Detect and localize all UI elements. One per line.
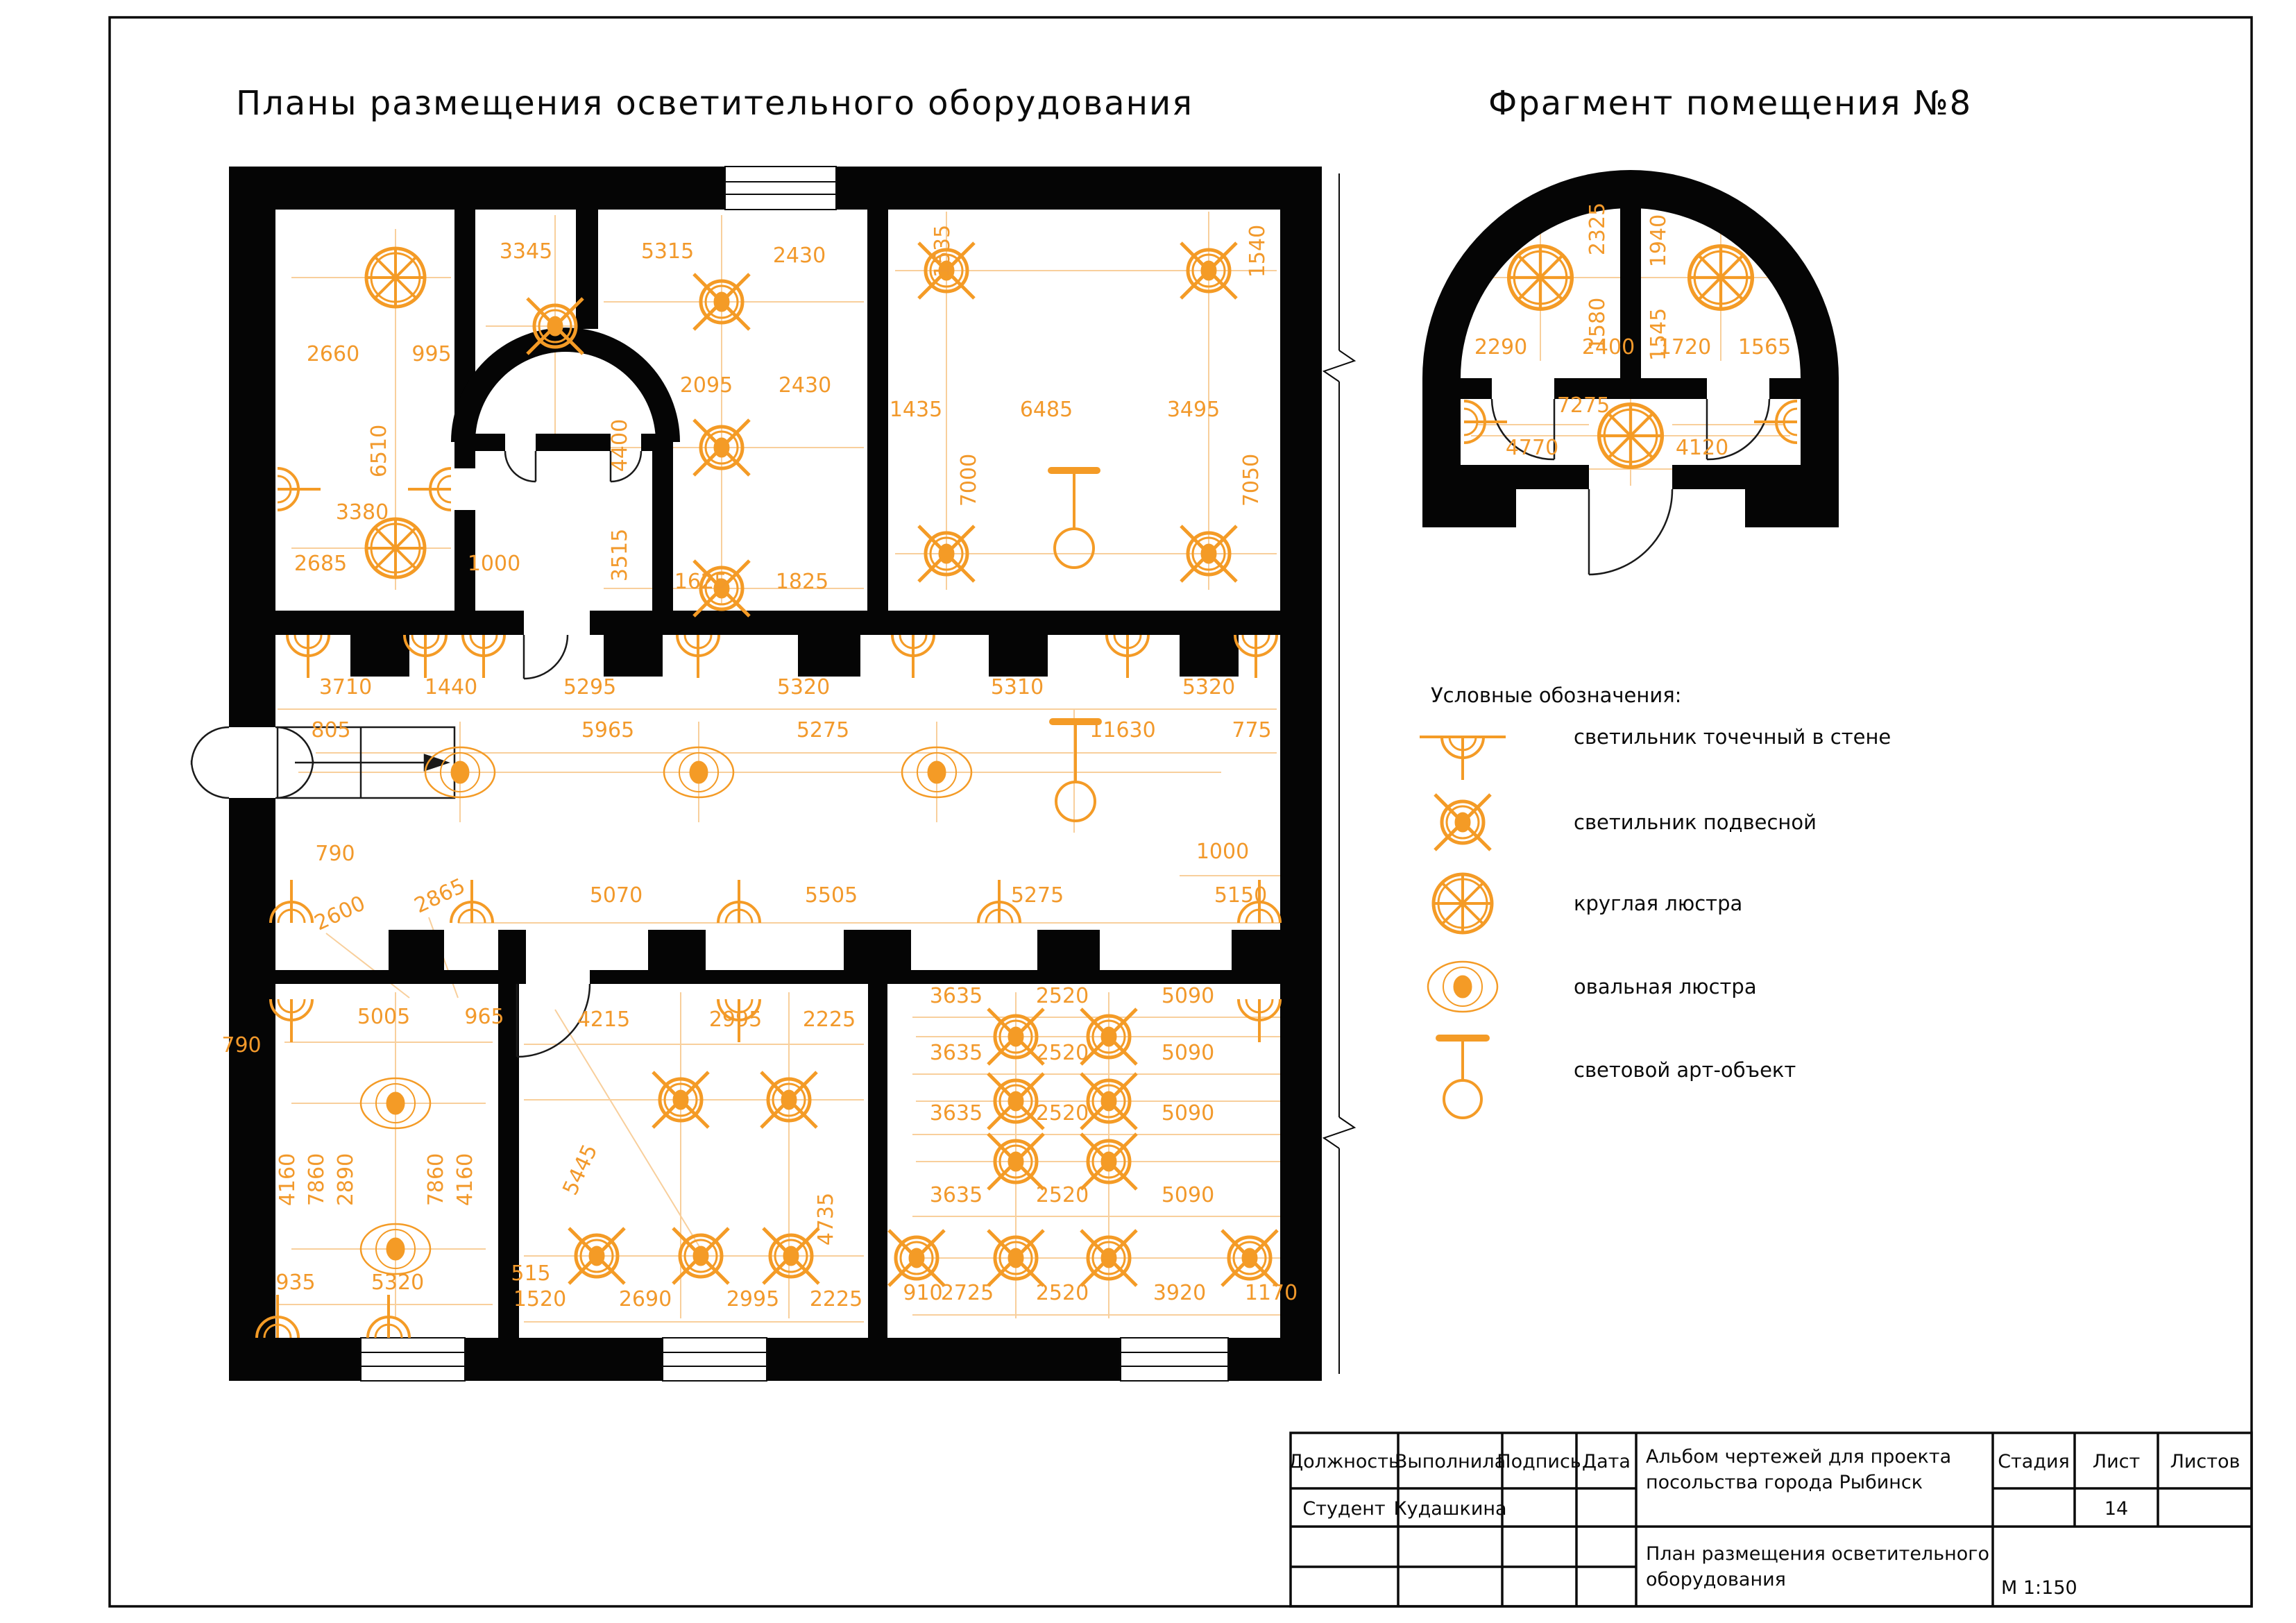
legend-label: светильник подвесной xyxy=(1574,810,1817,834)
dim-label: 790 xyxy=(221,1033,262,1057)
legend-heading: Условные обозначения: xyxy=(1431,683,1682,707)
dim-label: 5310 xyxy=(990,675,1044,699)
page-title: Планы размещения осветительного оборудования xyxy=(236,84,1194,123)
wall-point-light-icon xyxy=(1239,999,1280,1042)
dim-label: 7275 xyxy=(1556,393,1610,418)
dim-label: 3635 xyxy=(929,1101,983,1125)
pendant-light-icon xyxy=(694,420,749,475)
dim-label: 5295 xyxy=(563,675,617,699)
pendant-light-icon xyxy=(988,1230,1044,1286)
dim-label: 1435 xyxy=(889,398,943,422)
dim-label: 935 xyxy=(275,1271,316,1295)
wall-break-lines xyxy=(1324,173,1354,1374)
dim-label: 1520 xyxy=(513,1287,567,1311)
dim-label: 2725 xyxy=(940,1281,994,1305)
wall-point-light-icon xyxy=(892,635,934,678)
dim-label: 1625 xyxy=(674,570,728,594)
dim-label: 3635 xyxy=(929,1041,983,1065)
dim-label: 2995 xyxy=(708,1008,763,1032)
wall-point-light-icon xyxy=(271,999,312,1042)
dim-label: 2685 xyxy=(294,552,348,576)
dim-label: 4735 xyxy=(814,1192,838,1246)
dim-label: 4160 xyxy=(453,1153,477,1207)
dim-label: 2660 xyxy=(306,342,360,366)
dim-label: 2325 xyxy=(1585,202,1610,256)
tb-sheet-number: 14 xyxy=(2104,1498,2129,1520)
main-plan-walls xyxy=(229,167,1322,1381)
dim-label: 2690 xyxy=(618,1287,672,1311)
round-chandelier-icon xyxy=(1509,246,1572,309)
wall-point-light-icon xyxy=(287,635,329,678)
wall-point-light-icon xyxy=(1420,737,1506,780)
dim-label: 1580 xyxy=(1585,297,1610,351)
dim-label: 2520 xyxy=(1035,984,1089,1008)
round-chandelier-icon xyxy=(366,248,425,307)
dim-label: 2400 xyxy=(1581,335,1635,359)
legend-label: светильник точечный в стене xyxy=(1574,725,1891,749)
dim-label: 5090 xyxy=(1161,1041,1215,1065)
dim-label: 1565 xyxy=(1737,335,1792,359)
dim-label: 7050 xyxy=(1239,453,1264,507)
dim-label: 1170 xyxy=(1244,1281,1298,1305)
legend-label: световой арт-объект xyxy=(1574,1058,1796,1082)
wall-point-light-icon xyxy=(405,635,446,678)
round-chandelier-icon xyxy=(1434,874,1492,933)
dim-label: 3345 xyxy=(499,239,553,264)
pendant-light-icon xyxy=(1081,1230,1137,1286)
pendant-light-icon xyxy=(569,1228,624,1284)
tb-header-position: Должность xyxy=(1289,1451,1400,1472)
tb-header-performed-by: Выполнила xyxy=(1394,1451,1506,1472)
wall-point-light-icon xyxy=(677,635,719,678)
tb-project-line2: посольства города Рыбинск xyxy=(1646,1472,1923,1493)
tb-role: Студент xyxy=(1302,1498,1386,1520)
wall-point-light-icon xyxy=(368,1295,409,1338)
pendant-light-icon xyxy=(1081,1009,1137,1064)
dim-label: 965 xyxy=(464,1005,504,1029)
dim-label: 3635 xyxy=(929,1183,983,1207)
wall-point-light-icon xyxy=(1107,635,1148,678)
dim-label: 5275 xyxy=(1010,883,1064,908)
pendant-light-icon xyxy=(1081,1134,1137,1189)
dim-label: 2600 xyxy=(310,891,369,936)
title-block-text xyxy=(1289,1446,2240,1599)
light-art-object-icon xyxy=(1439,1038,1486,1118)
dim-label: 7860 xyxy=(424,1153,448,1207)
dim-label: 2225 xyxy=(802,1008,856,1032)
dim-label: 515 xyxy=(511,1261,551,1286)
dim-label: 2095 xyxy=(679,373,733,398)
dim-label: 790 xyxy=(315,842,355,866)
pendant-light-icon xyxy=(527,298,583,354)
dim-label: 5275 xyxy=(796,718,850,742)
pendant-light-icon xyxy=(1222,1230,1277,1286)
legend-label: овальная люстра xyxy=(1574,975,1757,999)
tb-author: Кудашкина xyxy=(1393,1498,1507,1520)
dim-label: 995 xyxy=(411,342,452,366)
dim-label: 1825 xyxy=(775,570,829,594)
dim-label: 3920 xyxy=(1153,1281,1207,1305)
dim-label: 3380 xyxy=(335,500,389,525)
dim-label: 5070 xyxy=(589,883,643,908)
pendant-light-icon xyxy=(1435,794,1490,850)
dim-label: 5090 xyxy=(1161,984,1215,1008)
dim-label: 7860 xyxy=(305,1153,329,1207)
wall-point-light-icon xyxy=(271,880,312,923)
dim-label: 2520 xyxy=(1035,1183,1089,1207)
pendant-light-icon xyxy=(694,274,749,330)
dim-label: 1720 xyxy=(1658,335,1712,359)
legend-label: круглая люстра xyxy=(1574,892,1743,915)
dim-label: 4160 xyxy=(275,1153,300,1207)
dim-label: 3495 xyxy=(1166,398,1221,422)
dim-label: 775 xyxy=(1232,718,1272,742)
dim-label: 2290 xyxy=(1474,335,1528,359)
dim-label: 5320 xyxy=(776,675,831,699)
dim-label: 4120 xyxy=(1675,436,1729,460)
dim-label: 6510 xyxy=(367,424,391,478)
pendant-light-icon xyxy=(1181,243,1236,298)
fragment-title: Фрагмент помещения №8 xyxy=(1488,84,1973,123)
dim-label: 2520 xyxy=(1035,1041,1089,1065)
dim-label: 5320 xyxy=(371,1271,425,1295)
tb-project-line1: Альбом чертежей для проекта xyxy=(1646,1446,1952,1468)
dim-label: 5315 xyxy=(640,239,695,264)
dim-label: 1000 xyxy=(467,552,521,576)
legend-symbols xyxy=(1420,737,1506,1118)
pendant-light-icon xyxy=(653,1072,708,1128)
dim-label: 11630 xyxy=(1089,718,1156,742)
dim-label: 1535 xyxy=(930,224,955,278)
pendant-light-icon xyxy=(1081,1073,1137,1129)
dim-label: 1940 xyxy=(1647,214,1671,268)
oval-chandelier-icon xyxy=(1428,962,1497,1012)
pendant-light-icon xyxy=(988,1134,1044,1189)
dim-label: 1440 xyxy=(424,675,478,699)
tb-header-sheet: Лист xyxy=(2092,1451,2141,1472)
dim-label: 5090 xyxy=(1161,1183,1215,1207)
dim-label: 3635 xyxy=(929,984,983,1008)
dim-label: 3515 xyxy=(608,528,632,582)
dim-label: 1545 xyxy=(1647,307,1671,362)
dim-label: 5150 xyxy=(1214,883,1268,908)
legend-labels xyxy=(1574,725,1891,1082)
pendant-light-icon xyxy=(761,1072,817,1128)
pendant-light-icon xyxy=(673,1228,729,1284)
dim-label: 2430 xyxy=(772,244,826,268)
dim-label: 2520 xyxy=(1035,1281,1089,1305)
dim-label: 2890 xyxy=(334,1153,358,1207)
dim-label: 2430 xyxy=(778,373,832,398)
windows xyxy=(361,167,1228,1381)
pendant-light-icon xyxy=(889,1230,944,1286)
dim-label: 1000 xyxy=(1196,840,1250,864)
dim-label: 2520 xyxy=(1035,1101,1089,1125)
dim-label: 2995 xyxy=(726,1287,780,1311)
dim-label: 1540 xyxy=(1245,224,1270,278)
dim-label: 5320 xyxy=(1182,675,1236,699)
dim-label: 4215 xyxy=(577,1008,631,1032)
round-chandelier-icon xyxy=(1690,246,1753,309)
tb-header-date: Дата xyxy=(1582,1451,1631,1472)
tb-drawing-line2: оборудования xyxy=(1646,1569,1786,1590)
dim-label: 910 xyxy=(903,1281,943,1305)
dim-label: 805 xyxy=(311,718,351,742)
pendant-light-icon xyxy=(763,1228,819,1284)
dim-label: 5090 xyxy=(1161,1101,1215,1125)
dim-label: 2865 xyxy=(410,874,469,919)
dim-label: 5965 xyxy=(581,718,635,742)
wall-point-light-icon xyxy=(463,635,504,678)
pendant-light-icon xyxy=(919,526,974,581)
pendant-light-icon xyxy=(1181,526,1236,581)
tb-scale: М 1:150 xyxy=(2001,1577,2077,1599)
dim-label: 4400 xyxy=(608,418,632,473)
dim-label: 4770 xyxy=(1505,436,1559,460)
dim-label: 6485 xyxy=(1019,398,1073,422)
tb-header-signature: Подпись xyxy=(1497,1451,1581,1472)
dim-label: 7000 xyxy=(957,453,981,507)
wall-point-light-icon xyxy=(408,468,451,510)
dim-label: 3710 xyxy=(318,675,373,699)
wall-point-light-icon xyxy=(1235,635,1277,678)
dim-label: 5505 xyxy=(804,883,858,908)
round-chandelier-icon xyxy=(366,519,425,577)
dim-label: 2225 xyxy=(809,1287,863,1311)
dim-label: 5445 xyxy=(558,1140,603,1199)
tb-header-stage: Стадия xyxy=(1998,1451,2070,1472)
tb-header-sheets: Листов xyxy=(2170,1451,2240,1472)
dim-label: 5005 xyxy=(357,1005,411,1029)
wall-point-light-icon xyxy=(718,880,760,923)
tb-drawing-line1: План размещения осветительного xyxy=(1646,1543,1989,1565)
wall-point-light-icon xyxy=(278,468,321,510)
